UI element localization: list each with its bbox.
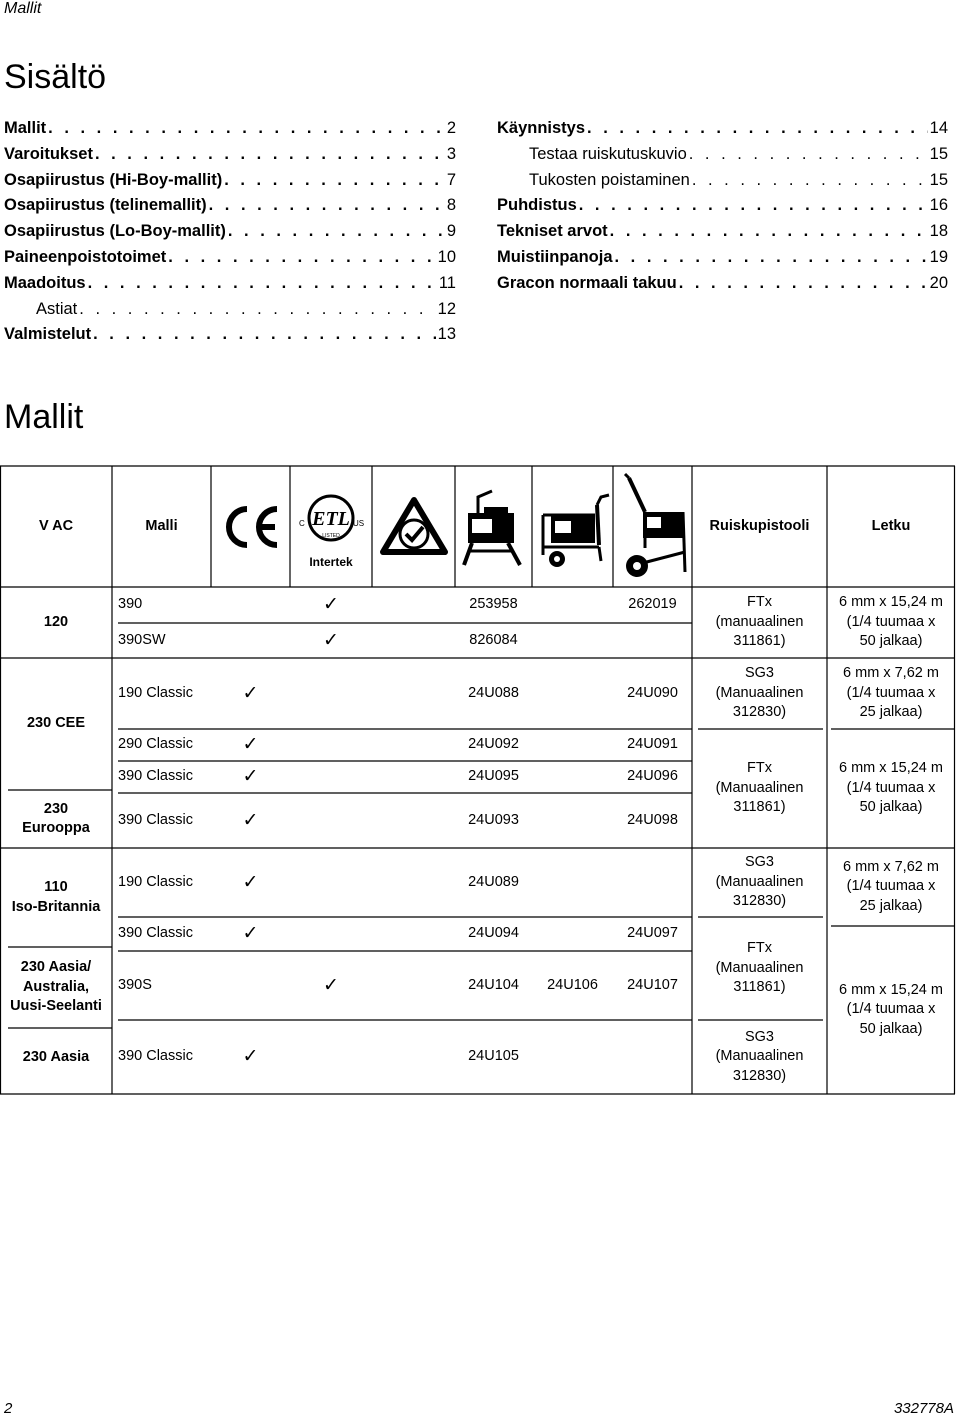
- model-name: 190 Classic: [118, 873, 193, 890]
- part-hi-boy: 24U105: [468, 1048, 519, 1065]
- toc-label: Maadoitus: [4, 273, 86, 292]
- voltage-230-cee: 230 CEE: [26, 715, 86, 732]
- gun-line: (Manuaalinen: [715, 959, 804, 976]
- voltage-230-au-line2: Australia,: [22, 978, 90, 995]
- etl-check-mark: ✓: [323, 629, 339, 651]
- ce-check-mark: ✓: [242, 682, 259, 704]
- toc-page: 15: [929, 144, 948, 163]
- hose-line: (1/4 tuumaa x: [846, 878, 936, 895]
- toc-page: 20: [929, 273, 948, 292]
- model-name: 290 Classic: [118, 736, 193, 753]
- toc-page: 11: [438, 273, 456, 292]
- part-hi-boy: 24U088: [468, 684, 519, 701]
- ce-check-mark: ✓: [242, 871, 259, 893]
- gun-line: (manuaalinen: [715, 613, 804, 630]
- page-title: Sisältö: [4, 58, 107, 96]
- voltage-110-line2: Iso-Britannia: [11, 898, 101, 915]
- ce-check-mark: ✓: [242, 734, 259, 756]
- toc-label: Tukosten poistaminen: [529, 170, 690, 189]
- toc-page: 13: [437, 325, 456, 344]
- hose-line: (1/4 tuumaa x: [846, 1001, 936, 1018]
- toc-page: 7: [446, 170, 456, 189]
- hose-line: 6 mm x 15,24 m: [839, 981, 943, 998]
- voltage-230-eu-line1: 230: [43, 800, 69, 817]
- toc-page: 2: [446, 119, 456, 137]
- toc-label: Tekniset arvot: [497, 222, 608, 241]
- hose-15m-120: [827, 587, 955, 658]
- voltage-120: 120: [43, 613, 69, 630]
- toc-label: Käynnistys: [497, 119, 586, 137]
- rcm-mark-icon: [372, 466, 455, 587]
- gun-ftx-manuaalinen: [692, 587, 827, 658]
- running-header: Mallit: [4, 0, 42, 17]
- part-hi-boy: 826084: [469, 631, 518, 648]
- toc-page: 9: [446, 222, 456, 241]
- etl-intertek-icon: [290, 466, 372, 587]
- hose-line: 50 jalkaa): [859, 1020, 923, 1037]
- toc-page: 16: [929, 196, 948, 215]
- lo-boy-sprayer-icon: [613, 466, 692, 587]
- gun-line: FTx: [747, 940, 772, 957]
- toc-label: Puhdistus: [497, 196, 577, 215]
- part-hi-boy: 24U095: [468, 768, 519, 785]
- ce-check-mark: ✓: [242, 1046, 259, 1068]
- toc-label: Mallit: [4, 119, 47, 137]
- toc-label: Osapiirustus (telinemallit): [4, 196, 207, 215]
- toc-label: Gracon normaali takuu: [497, 273, 677, 292]
- gun-line: 311861): [733, 979, 786, 996]
- hose-7m-uk: [827, 848, 955, 926]
- toc-label: Testaa ruiskutuskuvio: [529, 144, 687, 163]
- models-title: Mallit: [4, 398, 84, 436]
- toc-label: Osapiirustus (Hi-Boy-mallit): [4, 170, 223, 189]
- hose-line: 6 mm x 15,24 m: [839, 760, 943, 777]
- model-name: 190 Classic: [118, 684, 193, 701]
- hose-line: (1/4 tuumaa x: [846, 684, 936, 701]
- gun-line: 312830): [732, 1067, 787, 1084]
- ce-check-mark: ✓: [242, 809, 259, 831]
- hose-line: 50 jalkaa): [859, 633, 923, 650]
- etl-check-mark: ✓: [323, 594, 339, 616]
- gun-line: 311861): [733, 633, 786, 650]
- hose-line: (1/4 tuumaa x: [846, 779, 936, 796]
- ce-mark-icon: [211, 466, 290, 587]
- gun-line: (Manuaalinen: [715, 684, 804, 701]
- hose-7m-cee: [827, 658, 955, 729]
- model-name: 390 Classic: [118, 811, 193, 828]
- part-hi-boy: 24U089: [468, 873, 519, 890]
- voltage-230-eu-line2: Eurooppa: [22, 820, 90, 836]
- part-lo-boy: 24U098: [627, 811, 678, 828]
- part-lo-boy: 24U091: [627, 736, 678, 753]
- hose-15m-au-asia: [827, 926, 955, 1094]
- gun-line: 312830): [732, 893, 787, 910]
- model-name: 390 Classic: [118, 768, 193, 785]
- gun-sg3-uk: [692, 848, 827, 917]
- gun-sg3-asia: [692, 1020, 827, 1094]
- gun-line: FTx: [747, 760, 772, 777]
- part-hi-boy: 24U093: [468, 811, 519, 828]
- model-name: 390: [118, 596, 143, 613]
- part-hi-boy: 24U104: [468, 976, 519, 993]
- toc-label: Paineenpoistotoimet: [4, 248, 167, 266]
- model-name: 390 Classic: [118, 925, 193, 942]
- part-lo-boy: 262019: [628, 596, 677, 613]
- gun-line: (Manuaalinen: [715, 779, 804, 796]
- part-hi-boy: 253958: [469, 596, 518, 613]
- gun-line: FTx: [747, 594, 772, 611]
- gun-line: SG3: [744, 854, 774, 871]
- voltage-110: [0, 848, 112, 947]
- toc-page: 15: [929, 170, 948, 189]
- toc-label: Osapiirustus (Lo-Boy-mallit): [4, 222, 226, 241]
- hose-line: 25 jalkaa): [859, 704, 923, 721]
- part-lo-boy: 24U090: [627, 684, 678, 701]
- ce-check-mark: ✓: [242, 923, 259, 945]
- svg-text:ETL: ETL: [312, 507, 350, 530]
- gun-ftx-eu: [692, 729, 827, 848]
- etl-check-mark: ✓: [323, 974, 339, 996]
- part-hi-boy: 24U092: [468, 736, 519, 753]
- part-stand: 24U106: [547, 976, 598, 993]
- toc-page: 10: [437, 248, 456, 266]
- svg-text:LISTED: LISTED: [322, 532, 340, 539]
- page-number: 2: [4, 1400, 13, 1417]
- doc-number: 332778A: [893, 1400, 954, 1417]
- toc-page: 18: [929, 222, 948, 241]
- voltage-230-au-line3: Uusi-Seelanti: [10, 998, 102, 1015]
- hose-line: (1/4 tuumaa x: [846, 613, 936, 630]
- hose-line: 50 jalkaa): [859, 799, 923, 816]
- header-vac: V AC: [38, 517, 74, 534]
- model-name: 390S: [118, 976, 152, 993]
- svg-text:Intertek: Intertek: [309, 554, 353, 569]
- part-hi-boy: 24U094: [468, 925, 519, 942]
- toc-page: 14: [929, 119, 948, 137]
- gun-line: (Manuaalinen: [715, 1048, 804, 1065]
- voltage-230-asia: 230 Aasia: [22, 1049, 90, 1066]
- ce-check-mark: ✓: [242, 766, 259, 788]
- voltage-230-eu: [0, 790, 112, 848]
- toc-label: Astiat: [36, 299, 78, 318]
- model-name: 390SW: [118, 631, 166, 648]
- gun-ftx-au: [692, 917, 827, 1020]
- part-lo-boy: 24U107: [627, 976, 678, 993]
- toc-page: 12: [437, 299, 456, 318]
- part-lo-boy: 24U096: [627, 768, 678, 785]
- gun-line: 311861): [733, 799, 786, 816]
- hose-line: 6 mm x 15,24 m: [839, 594, 943, 611]
- voltage-230-au: [0, 947, 112, 1028]
- header-gun: Ruiskupistooli: [709, 517, 810, 534]
- gun-sg3-cee: [692, 658, 827, 729]
- header-hose: Letku: [871, 517, 911, 534]
- toc-label: Varoitukset: [4, 144, 93, 163]
- gun-line: (Manuaalinen: [715, 873, 804, 890]
- header-model: Malli: [145, 517, 178, 534]
- gun-line: SG3: [744, 665, 774, 682]
- toc-page: 19: [929, 248, 948, 266]
- hose-15m-eu: [827, 729, 955, 848]
- voltage-110-line1: 110: [44, 879, 68, 895]
- stand-sprayer-icon: [532, 466, 613, 587]
- hi-boy-sprayer-icon: [455, 466, 532, 587]
- toc-label: Muistiinpanoja: [497, 248, 613, 266]
- svg-text:C: C: [299, 518, 305, 528]
- toc-page: 3: [446, 144, 456, 163]
- toc-label: Valmistelut: [4, 325, 92, 344]
- gun-line: SG3: [744, 1028, 774, 1045]
- part-lo-boy: 24U097: [627, 925, 678, 942]
- hose-line: 6 mm x 7,62 m: [843, 858, 939, 875]
- toc-page: 8: [446, 196, 456, 215]
- voltage-230-au-line1: 230 Aasia/: [20, 959, 92, 976]
- svg-text:US: US: [353, 518, 365, 528]
- gun-line: 312830): [732, 704, 787, 721]
- hose-line: 6 mm x 7,62 m: [843, 665, 939, 682]
- model-name: 390 Classic: [118, 1048, 193, 1065]
- hose-line: 25 jalkaa): [859, 897, 923, 914]
